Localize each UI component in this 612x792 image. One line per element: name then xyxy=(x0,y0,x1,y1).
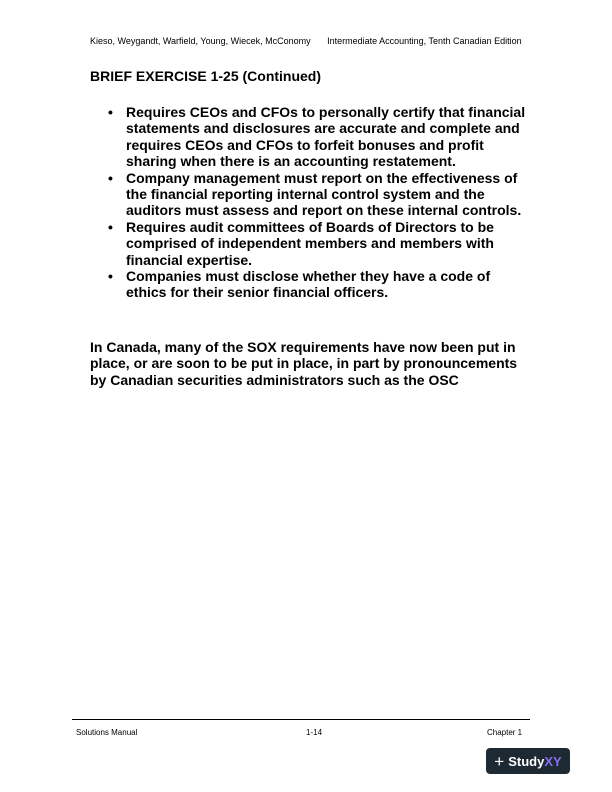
list-item-text: Requires CEOs and CFOs to personally certify that financial statements and disclosures are accurate and complete and requires CEOs and CFOs to forfeit bonuses and profit sharing when there is an accounting restatement. xyxy=(126,104,526,170)
brand-name: Study xyxy=(508,753,545,769)
footer-left: Solutions Manual xyxy=(76,728,138,737)
footer-chapter: Chapter 1 xyxy=(487,728,523,737)
list-item xyxy=(90,219,530,268)
bullet-icon: • xyxy=(108,268,113,285)
canada-paragraph: In Canada, many of the SOX requirements have now been put in place, or are soon to be put in place, in part by pronouncements by Canadian securities administrators such as the OSC xyxy=(90,339,518,388)
bullet-icon: • xyxy=(108,169,113,186)
list-item-text: Requires audit committees of Boards of Directors to be comprised of independent members and members with financial expertise. xyxy=(126,218,494,268)
list-item xyxy=(90,170,530,219)
header-edition: Intermediate Accounting, Tenth Canadian Edition xyxy=(327,36,522,46)
exercise-title: BRIEF EXERCISE 1-25 (Continued) xyxy=(90,68,322,84)
bullet-icon: • xyxy=(108,218,113,235)
list-item xyxy=(90,268,530,301)
brand-accent: XY xyxy=(544,753,562,769)
page-header xyxy=(90,36,522,46)
studyxy-badge[interactable] xyxy=(486,748,570,774)
list-item-text: Companies must disclose whether they have a code of ethics for their senior financial officers. xyxy=(126,268,491,301)
plus-icon: + xyxy=(494,751,505,771)
page-number: 1-14 xyxy=(306,728,323,737)
list-item xyxy=(90,104,530,170)
requirements-list xyxy=(90,104,530,301)
bullet-icon: • xyxy=(108,104,113,120)
header-authors: Kieso, Weygandt, Warfield, Young, Wiecek, McConomy xyxy=(90,36,311,46)
footer-divider xyxy=(72,719,530,720)
list-item-text: Company management must report on the effectiveness of the financial reporting internal control system and the auditors must assess and report on these internal controls. xyxy=(126,169,522,219)
